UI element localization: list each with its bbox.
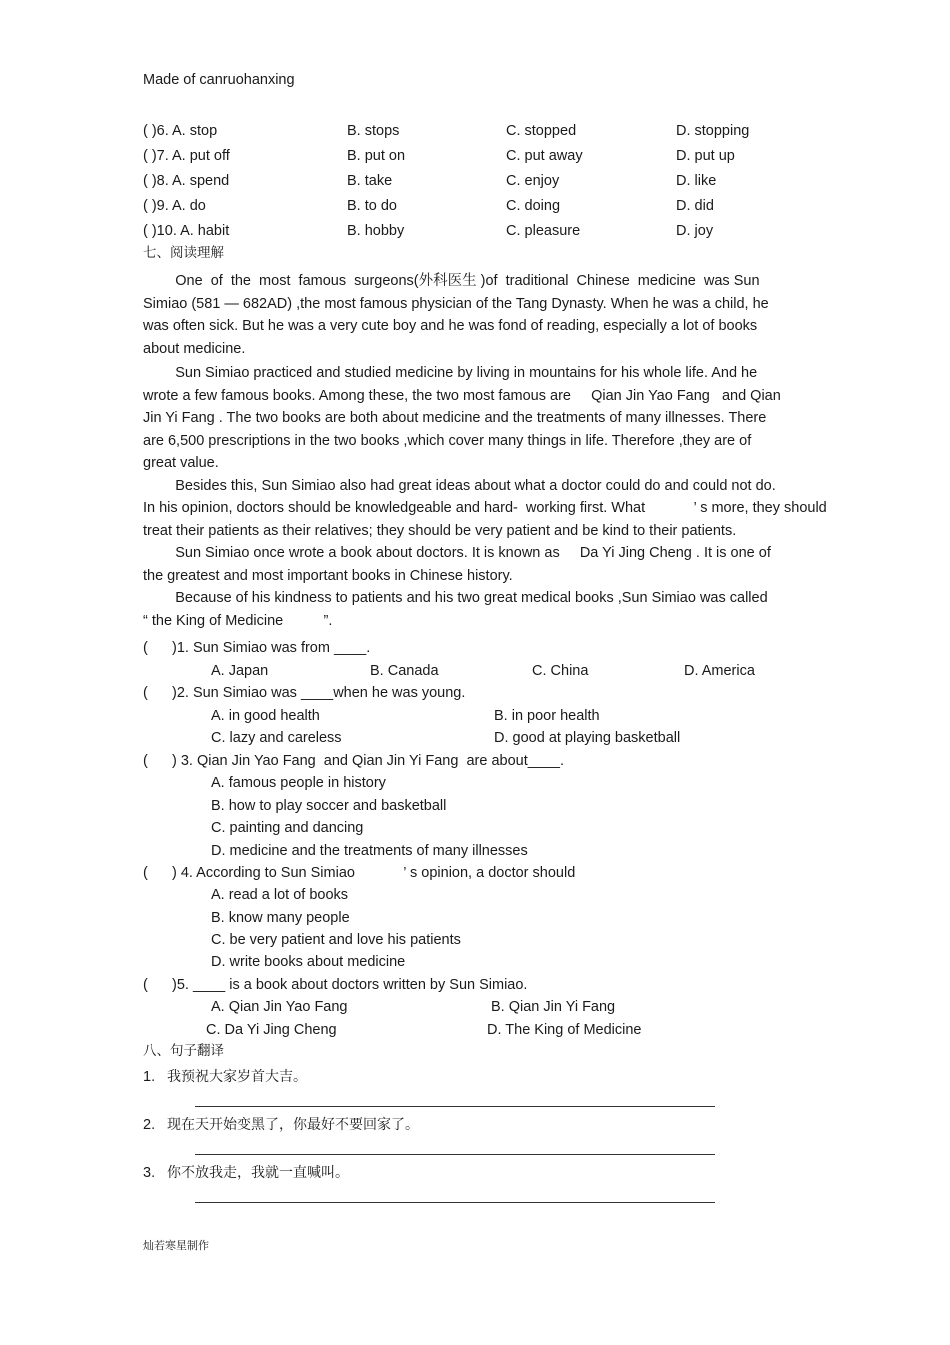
mc-option-d: D. did (676, 198, 714, 214)
translation-number: 1. (143, 1069, 156, 1085)
passage-line: One of the most famous surgeons(外科医生 )of traditional Chinese medicine was Sun (143, 273, 760, 289)
q4-option-c: C. be very patient and love his patients (211, 932, 461, 948)
q5-option-a: A. Qian Jin Yao Fang (211, 999, 348, 1015)
q5-option-c: C. Da Yi Jing Cheng (206, 1022, 337, 1038)
passage-line: Jin Yi Fang . The two books are both about medicine and the treatments of many illnesses. There (143, 410, 767, 426)
answer-line[interactable] (195, 1202, 715, 1203)
mc-option-d: D. stopping (676, 123, 750, 139)
mc-row-9 (143, 196, 843, 216)
passage-line: about medicine. (143, 340, 246, 357)
question-3: ( ) 3. Qian Jin Yao Fang and Qian Jin Yi Fang are about____. (143, 753, 565, 769)
translation-number: 3. (143, 1165, 156, 1181)
passage-line: Sun Simiao once wrote a book about doctors. It is known as Da Yi Jing Cheng . It is one of (143, 545, 771, 561)
passage-line: Besides this, Sun Simiao also had great ideas about what a doctor could do and could not do. (143, 477, 776, 494)
q5-option-d: D. The King of Medicine (487, 1022, 642, 1038)
mc-option-b: B. hobby (347, 223, 405, 239)
section-title-translation: 八、句子翻译 (143, 1043, 224, 1059)
passage-line: was often sick. But he was a very cute boy and he was fond of reading, especially a lot of books (143, 318, 758, 334)
mc-option-c: C. stopped (506, 123, 577, 139)
mc-option-d: D. like (676, 173, 717, 189)
q4-option-d: D. write books about medicine (211, 954, 406, 970)
q3-option-a: A. famous people in history (211, 775, 386, 791)
mc-option-b: B. take (347, 173, 393, 189)
mc-option-c: C. enjoy (506, 173, 560, 189)
mc-option-b: B. stops (347, 123, 400, 139)
passage-line: great value. (143, 455, 219, 471)
q1-option-a: A. Japan (211, 663, 269, 679)
mc-question: ( )7. A. put off (143, 148, 230, 164)
mc-option-d: D. joy (676, 223, 714, 239)
q1-option-d: D. America (684, 663, 755, 679)
passage-line: Sun Simiao practiced and studied medicine by living in mountains for his whole life. And he (143, 365, 758, 381)
answer-line[interactable] (195, 1106, 715, 1107)
q5-option-b: B. Qian Jin Yi Fang (491, 999, 616, 1015)
q4-option-b: B. know many people (211, 910, 350, 926)
passage-line: Simiao (581 — 682AD) ,the most famous physician of the Tang Dynasty. When he was a child, he (143, 295, 769, 312)
mc-question: ( )9. A. do (143, 198, 206, 214)
passage-line: are 6,500 prescriptions in the two books ,which cover many things in life. Therefore ,they are of (143, 432, 752, 449)
passage-line: “ the King of Medicine ”. (143, 612, 333, 629)
mc-question: ( )6. A. stop (143, 123, 218, 139)
page-footer: 灿若寒星制作 (143, 1239, 209, 1252)
q2-option-c: C. lazy and careless (211, 730, 342, 746)
q4-option-a: A. read a lot of books (211, 887, 349, 903)
passage-line: Because of his kindness to patients and his two great medical books ,Sun Simiao was called (143, 590, 768, 606)
translation-sentence: 你不放我走，我就一直喊叫。 (167, 1165, 349, 1181)
q2-option-b: B. in poor health (494, 708, 600, 724)
section-title-reading: 七、阅读理解 (143, 245, 224, 261)
question-4: ( ) 4. According to Sun Simiao ’ s opinion, a doctor should (143, 865, 576, 881)
mc-question: ( )8. A. spend (143, 173, 230, 189)
mc-row-7 (143, 146, 843, 166)
passage-line: wrote a few famous books. Among these, the two most famous are Qian Jin Yao Fang and Qian (143, 387, 781, 404)
q3-option-c: C. painting and dancing (211, 820, 364, 836)
q3-option-d: D. medicine and the treatments of many illnesses (211, 843, 528, 859)
mc-option-c: C. pleasure (506, 223, 581, 239)
mc-option-b: B. put on (347, 148, 406, 164)
translation-number: 2. (143, 1117, 156, 1133)
reading-passage (143, 270, 863, 632)
q2-option-d: D. good at playing basketball (494, 730, 681, 746)
mc-option-d: D. put up (676, 148, 735, 164)
mc-row-6 (143, 121, 843, 141)
mc-row-8 (143, 171, 843, 191)
passage-line: In his opinion, doctors should be knowledgeable and hard- working first. What ’ s more, they should (143, 500, 827, 516)
mc-option-b: B. to do (347, 198, 397, 214)
passage-line: treat their patients as their relatives; they should be very patient and be kind to their patients. (143, 522, 737, 539)
mc-option-c: C. doing (506, 198, 561, 214)
question-2: ( )2. Sun Simiao was ____when he was young. (143, 685, 466, 701)
question-1: ( )1. Sun Simiao was from ____. (143, 640, 371, 656)
translation-sentence: 我预祝大家岁首大吉。 (167, 1069, 307, 1085)
q3-option-b: B. how to play soccer and basketball (211, 798, 447, 814)
q2-option-a: A. in good health (211, 708, 320, 724)
mc-row-10 (143, 221, 843, 241)
passage-line: the greatest and most important books in Chinese history. (143, 567, 513, 584)
page-header: Made of canruohanxing (143, 72, 295, 88)
answer-line[interactable] (195, 1154, 715, 1155)
q1-option-b: B. Canada (370, 663, 439, 679)
translation-sentence: 现在天开始变黑了，你最好不要回家了。 (167, 1117, 419, 1133)
q1-option-c: C. China (532, 663, 589, 679)
mc-option-c: C. put away (506, 148, 583, 164)
question-5: ( )5. ____ is a book about doctors written by Sun Simiao. (143, 977, 528, 993)
mc-question: ( )10. A. habit (143, 223, 230, 239)
